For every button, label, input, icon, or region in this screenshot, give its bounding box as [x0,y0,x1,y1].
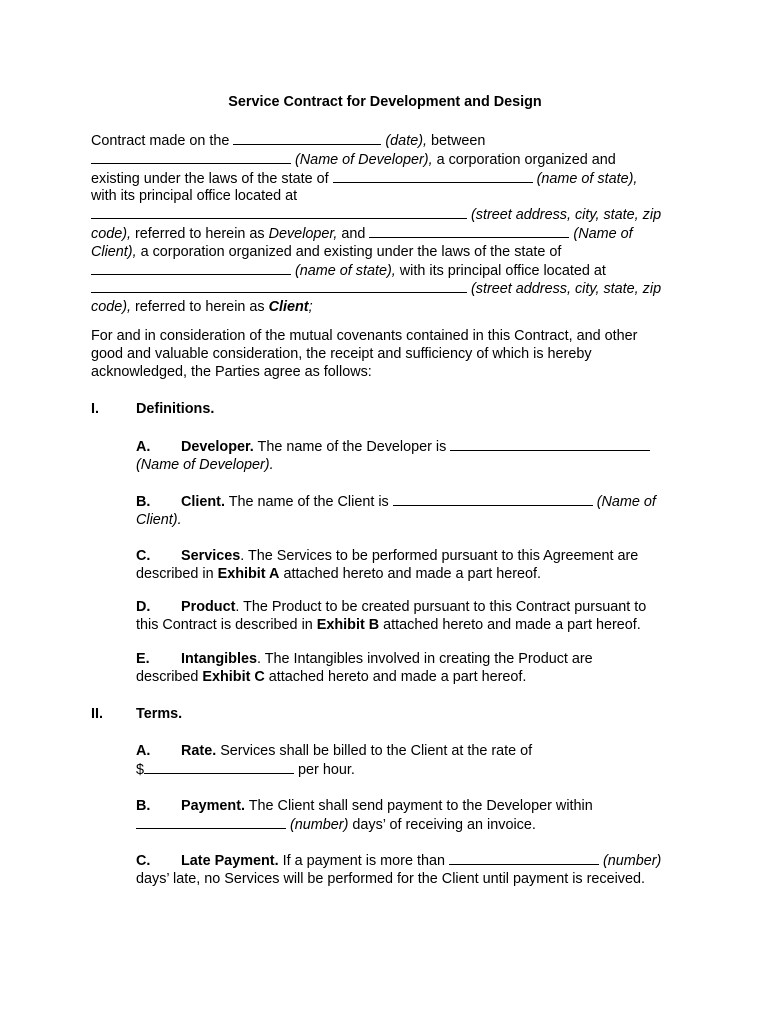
item-hint: (Name of [596,494,656,510]
section-number: II. [91,706,103,722]
intro-text: a corporation organized and existing under the laws of the state of [140,243,562,260]
item-text: The Client shall send payment to the Developer within [248,798,593,814]
client-address-blank[interactable] [91,280,467,293]
consideration-line: good and valuable consideration, the receipt and sufficiency of which is hereby [91,345,592,362]
rate-blank[interactable] [144,761,294,774]
developer-name-blank-2[interactable] [450,438,650,451]
number-hint: (number) [602,853,662,869]
item-term: Client. [181,494,225,510]
developer-name-blank[interactable] [91,151,291,164]
item-term: Product [181,599,236,615]
address-hint: (street address, city, state, zip [471,207,662,224]
definition-product [136,599,682,635]
item-term: Services [181,548,241,564]
item-text: days’ late, no Services will be performed for the Client until payment is received. [136,870,645,887]
intro-text: with its principal office located at [91,188,298,205]
section-title: Terms. [136,706,183,722]
intro-text: with its principal office located at [399,262,606,279]
definition-intangibles [136,651,682,687]
developer-hint: (Name of Developer), [295,151,433,168]
client-hint-end: Client), [91,243,137,260]
item-label: D. [136,599,151,615]
client-state-blank[interactable] [91,262,291,275]
date-blank[interactable] [233,132,381,145]
term-rate [136,743,682,780]
item-text: The name of the Developer is [257,439,447,455]
item-label: A. [136,743,151,759]
item-text: described in [136,565,214,582]
date-hint: (date), [385,133,427,149]
dollar-sign: $ [136,761,145,778]
address-hint: (street address, city, state, zip [471,281,662,298]
item-term: Developer. [181,439,254,455]
developer-address-blank[interactable] [91,206,467,219]
semicolon: ; [308,299,313,316]
client-hint: (Name of [573,225,633,242]
intro-text: between [430,133,486,149]
intro-paragraph [91,132,681,317]
item-term: Late Payment. [181,853,279,869]
item-label: C. [136,548,151,564]
client-term: Client [268,299,309,316]
client-name-blank[interactable] [369,225,569,238]
payment-days-blank[interactable] [136,816,286,829]
intro-text: referred to herein as [135,299,265,316]
term-late-payment [136,852,682,889]
item-term: Intangibles [181,651,257,667]
item-term: Rate. [181,743,217,759]
item-hint: (Name of Developer). [136,456,274,473]
section-number: I. [91,401,99,417]
consideration-line: acknowledged, the Parties agree as follows: [91,363,372,380]
item-term: Payment. [181,798,245,814]
definition-services [136,548,682,584]
number-hint: (number) [290,816,349,833]
item-label: B. [136,798,151,814]
intro-text: a corporation organized and [436,151,616,168]
item-text: attached hereto and made a part hereof. [268,668,527,685]
item-text: The name of the Client is [228,494,389,510]
item-label: B. [136,494,151,510]
state-hint: (name of state), [536,170,638,187]
document-title: Service Contract for Development and Design [228,94,542,110]
item-text: If a payment is more than [282,853,445,869]
item-text: . The Product to be created pursuant to this Contract pursuant to [235,599,647,615]
address-hint-end: code), [91,225,131,242]
item-text: described [136,668,199,685]
late-days-blank[interactable] [449,852,599,865]
intro-text: Contract made on the [91,133,230,149]
exhibit-ref: Exhibit B [316,616,380,633]
item-text: attached hereto and made a part hereof. [283,565,542,582]
item-text: . The Services to be performed pursuant to this Agreement are [240,548,639,564]
item-label: C. [136,853,151,869]
consideration-line: For and in consideration of the mutual covenants contained in this Contract, and other [91,328,638,344]
item-label: E. [136,651,150,667]
state-hint: (name of state), [295,262,396,279]
item-label: A. [136,439,151,455]
definition-developer [136,438,682,475]
exhibit-ref: Exhibit C [202,668,265,685]
developer-term: Developer, [268,225,338,242]
section-definitions-heading [91,401,214,419]
item-hint: Client). [136,511,182,528]
intro-text: and [341,225,366,242]
developer-state-blank[interactable] [333,170,533,183]
term-payment [136,798,682,835]
item-text: per hour. [298,761,355,778]
definition-client [136,493,682,530]
item-text: Services shall be billed to the Client at the rate of [220,743,533,759]
intro-text: referred to herein as [135,225,265,242]
exhibit-ref: Exhibit A [217,565,280,582]
section-title: Definitions. [136,401,215,417]
intro-text: existing under the laws of the state of [91,170,329,187]
item-text: attached hereto and made a part hereof. [383,616,641,633]
item-text: this Contract is described in [136,616,313,633]
address-hint-end: code), [91,299,131,316]
item-text: . The Intangibles involved in creating the Product are [256,651,593,667]
item-text: days’ of receiving an invoice. [352,816,536,833]
client-name-blank-2[interactable] [393,493,593,506]
section-terms-heading [91,706,182,724]
consideration-paragraph [91,328,681,381]
